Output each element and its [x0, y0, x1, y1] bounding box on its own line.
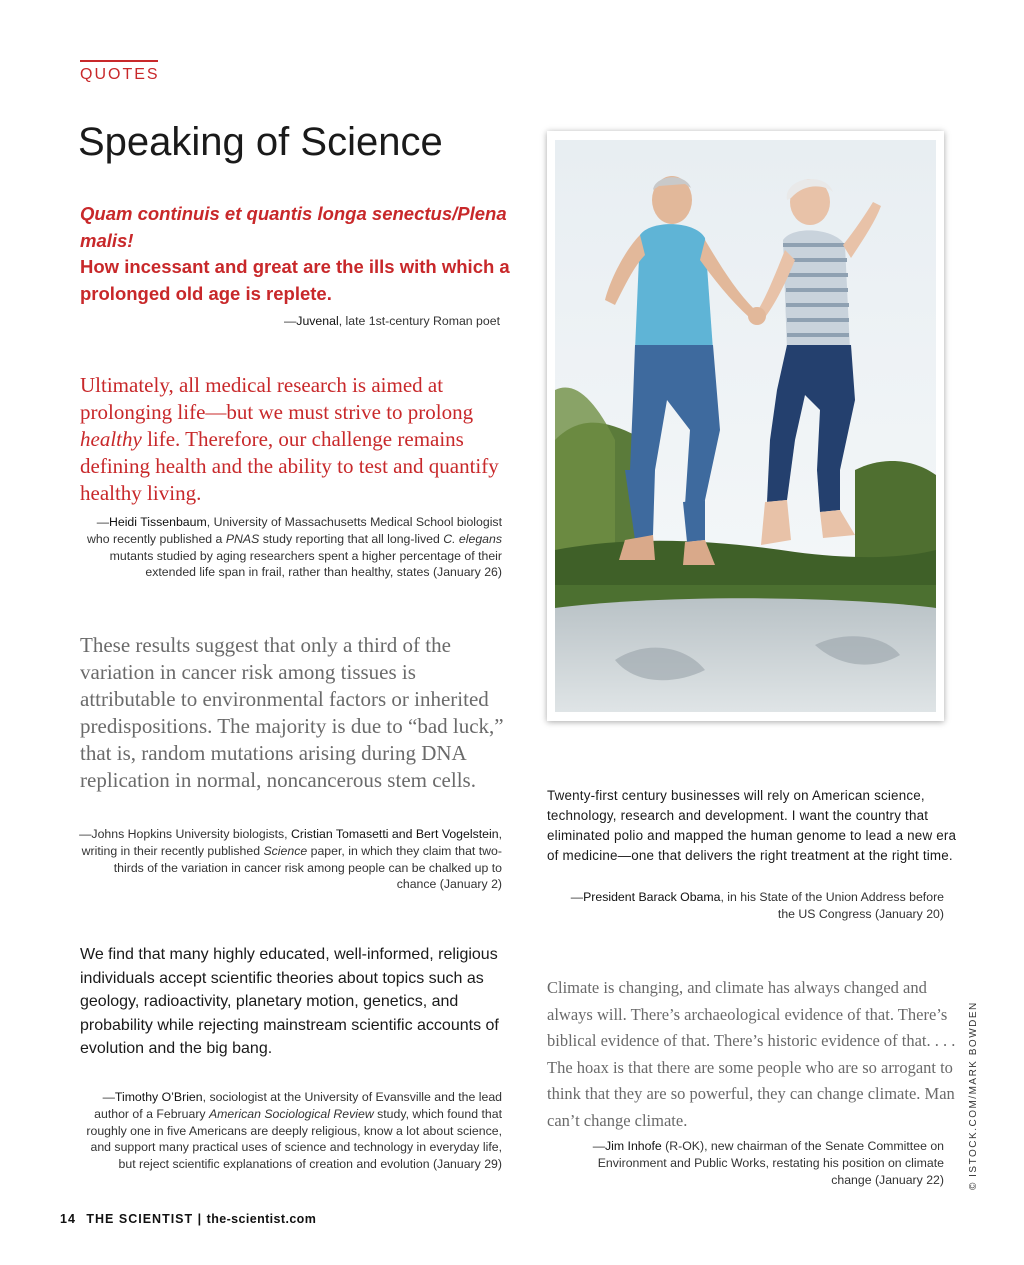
website-link[interactable]: the-scientist.com	[206, 1212, 317, 1226]
attribution-detail: study reporting that all long-lived	[259, 531, 444, 546]
section-label: QUOTES	[80, 66, 160, 83]
attribution-name: Timothy O’Brien	[114, 1090, 203, 1104]
photo-seniors-jumping-trampoline	[547, 131, 944, 721]
journal-name: American Sociological Review	[208, 1106, 374, 1121]
quote-obama: Twenty-first century businesses will rely on American science, technology, research and development. I want the country that eliminated polio and mapped the human genome to lead a new era of medicine—one that delivers the right treatment at the right time.	[547, 788, 957, 863]
photo-illustration	[555, 140, 936, 712]
attribution-name: Jim Inhofe	[605, 1139, 662, 1153]
attribution-detail: , in his State of the Union Address before the US Congress (January 20)	[720, 890, 944, 921]
attribution-dash: —	[79, 827, 92, 841]
quote-inhofe: Climate is changing, and climate has always changed and always will. There’s archaeological evidence of that. There’s biblical evidence of that. There’s historic evidence of that. . . . The hoax is that there are some people who are so arrogant to think that they are so powerful, they can change climate. Man can’t change climate.	[547, 978, 956, 1130]
attribution-detail: Johns Hopkins University biologists,	[91, 827, 291, 841]
attribution-detail: study, which found that roughly one in five Americans are deeply religious, know a lot about science, and support many practical uses of science and technology in everyday life, but reject scientific explanations of creation and evolution (January 29)	[86, 1106, 502, 1172]
attribution-dash: —	[96, 515, 109, 529]
quote-obrien: We find that many highly educated, well-informed, religious individuals accept scientific theories about topics such as geology, radioactivity, planetary motion, genetics, and probability while rejecting mainstream scientific accounts of evolution and the big bang.	[80, 946, 499, 1057]
attribution-inhofe	[580, 1138, 944, 1188]
attribution-obrien	[78, 1089, 502, 1173]
journal-name: PNAS	[225, 531, 260, 546]
attribution-dash: —	[284, 314, 297, 328]
quote-juvenal	[80, 201, 520, 307]
attribution-detail: (R-OK), new chairman of the Senate Committee on Environment and Public Works, restating his position on climate change (January 22)	[597, 1139, 944, 1187]
journal-name: Science	[263, 843, 308, 858]
attribution-detail: , late 1st-century Roman poet	[338, 314, 500, 328]
quote-latin-text: Quam continuis et quantis longa senectus/Plena malis!	[80, 203, 507, 251]
attribution-detail: mutants studied by aging researchers spent a higher percentage of their extended life span in frail, rather than healthy, states (January 26)	[109, 548, 502, 580]
footer-separator: |	[197, 1212, 203, 1226]
magazine-name: THE SCIENTIST	[86, 1212, 194, 1226]
attribution-dash: —	[592, 1139, 605, 1153]
attribution-detail: , University of Massachusetts Medical School biologist who recently published a	[87, 515, 502, 546]
quote-text-emphasis: healthy	[80, 427, 142, 451]
attribution-detail: , sociologist at the University of Evansville and the lead author of a February	[94, 1090, 502, 1121]
attribution-obama	[560, 889, 944, 923]
attribution-name: Cristian Tomasetti and Bert Vogelstein	[291, 827, 499, 841]
attribution-dash: —	[102, 1090, 115, 1104]
attribution-detail: paper, in which they claim that two-thirds of the variation in cancer risk among people can be chalked up to chance (January 2)	[113, 843, 502, 892]
page-title: Speaking of Science	[78, 120, 443, 164]
quote-tissenbaum	[80, 372, 510, 507]
page-number: 14	[60, 1212, 76, 1226]
quote-text-part: life. Therefore, our challenge remains defining health and the ability to test and quantify healthy living.	[80, 427, 499, 505]
attribution-name: President Barack Obama	[583, 890, 721, 904]
species-name: C. elegans	[443, 531, 502, 546]
page-footer	[60, 1212, 316, 1226]
attribution-tomasetti-vogelstein	[78, 826, 502, 893]
section-rule	[80, 60, 158, 62]
attribution-name: Juvenal	[296, 314, 339, 328]
attribution-juvenal	[200, 313, 500, 330]
quote-text-part: Ultimately, all medical research is aimed at prolonging life—but we must strive to prolong	[80, 373, 474, 424]
attribution-dash: —	[570, 890, 584, 904]
photo-credit: © ISTOCK.COM/MARK BOWDEN	[968, 1001, 979, 1190]
attribution-tissenbaum	[78, 514, 502, 581]
attribution-name: Heidi Tissenbaum	[108, 515, 207, 529]
quote-translation-text: How incessant and great are the ills with which a prolonged old age is replete.	[80, 256, 510, 304]
quote-tomasetti-vogelstein: These results suggest that only a third of the variation in cancer risk among tissues is attributable to environmental factors or inherited predispositions. The majority is due to “bad luck,” that is, random mutations arising during DNA replication in normal, noncancerous stem cells.	[80, 633, 504, 792]
attribution-detail: , writing in their recently published	[81, 827, 502, 858]
